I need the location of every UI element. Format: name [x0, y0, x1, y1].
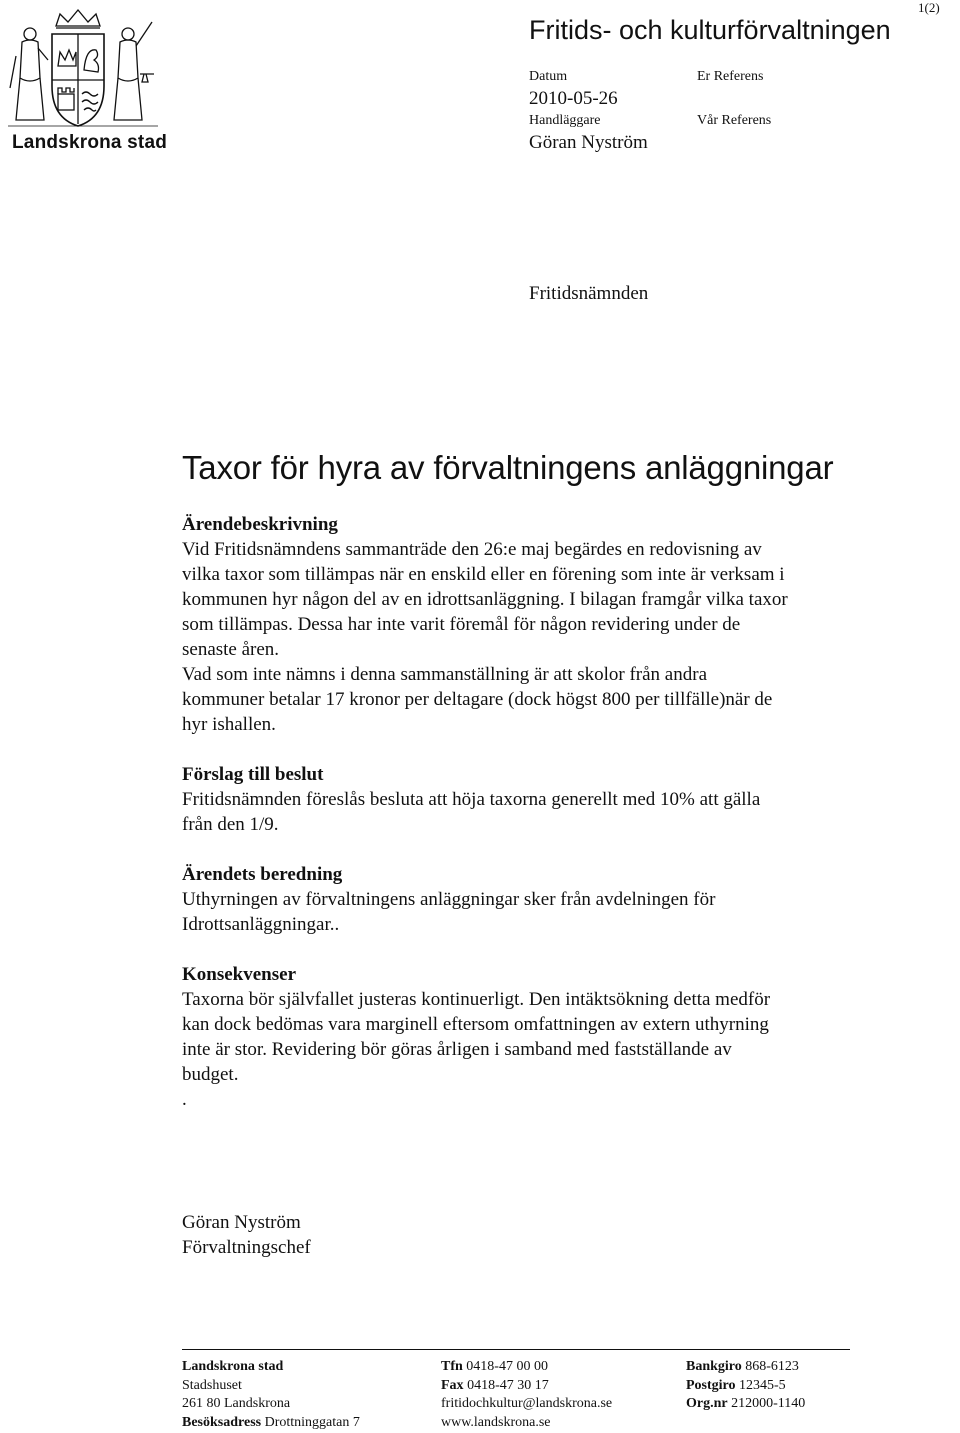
- footer-postgiro-label: Postgiro: [686, 1377, 736, 1393]
- body-line: som tillämpas. Dessa har inte varit föremål för någon revidering under de: [182, 614, 741, 635]
- body-line: Taxorna bör självfallet justeras kontinuerligt. Den intäktsökning detta medför: [182, 989, 771, 1010]
- footer-orgnr-label: Org.nr: [686, 1396, 728, 1411]
- body-line: inte är stor. Revidering bör göras årligen i samband med fastställande av: [182, 1039, 732, 1060]
- signature-role: Förvaltningschef: [182, 1237, 311, 1258]
- signature-name: Göran Nyström: [182, 1212, 301, 1233]
- body-line: Fritidsnämnden föreslås besluta att höja taxorna generellt med 10% att gälla: [182, 789, 761, 810]
- body-line: Vid Fritidsnämndens sammanträde den 26:e maj begärdes en redovisning av: [182, 539, 762, 560]
- footer-postgiro: [686, 1377, 805, 1396]
- section-case-description: [182, 512, 872, 737]
- crown-icon: [56, 10, 100, 28]
- your-reference-label: Er Referens: [697, 69, 764, 84]
- footer-postgiro-value: 12345-5: [739, 1377, 786, 1393]
- footer-divider: [182, 1349, 850, 1350]
- footer-bankgiro-label: Bankgiro: [686, 1359, 742, 1374]
- footer-fax-label: Fax: [441, 1377, 464, 1393]
- date-label: Datum: [529, 69, 568, 84]
- recipient: Fritidsnämnden: [529, 283, 649, 304]
- section-proposal: [182, 762, 872, 837]
- footer-building: Stadshuset: [182, 1377, 242, 1393]
- section-heading: Ärendebeskrivning: [182, 514, 338, 535]
- footer-payment-column: [686, 1358, 805, 1414]
- footer-visit-label: Besöksadress: [182, 1414, 262, 1430]
- body-line: hyr ishallen.: [182, 714, 276, 735]
- section-heading: Konsekvenser: [182, 964, 296, 985]
- body-line: budget.: [182, 1064, 239, 1085]
- department-name: Fritids- och kulturförvaltningen: [529, 15, 891, 45]
- left-supporter-figure: [10, 28, 48, 120]
- document-title: Taxor för hyra av förvaltningens anläggningar: [182, 449, 834, 486]
- footer-visit-value: Drottninggatan 7: [264, 1414, 360, 1430]
- logo-wordmark: Landskrona stad: [12, 132, 168, 153]
- page-number: 1(2): [918, 0, 940, 15]
- section-consequences: [182, 962, 872, 1112]
- footer-email-link[interactable]: fritidochkultur@landskrona.se: [441, 1396, 613, 1411]
- body-line: Vad som inte nämns i denna sammanställning är att skolor från andra: [182, 664, 708, 685]
- section-heading: Ärendets beredning: [182, 864, 343, 885]
- body-line: Uthyrningen av förvaltningens anläggningar sker från avdelningen för: [182, 889, 716, 910]
- footer-address-column: [182, 1358, 360, 1432]
- body-line: kan dock bedömas vara marginell eftersom omfattningen av extern uthyrning: [182, 1014, 769, 1035]
- footer-bankgiro: [686, 1358, 805, 1377]
- footer-fax: [441, 1377, 612, 1396]
- handler-label: Handläggare: [529, 113, 601, 128]
- footer-contact-column: [441, 1358, 612, 1432]
- footer-visit-address: [182, 1414, 360, 1433]
- body-line: kommunen hyr någon del av en idrottsanläggning. I bilagan framgår vilka taxor: [182, 589, 788, 610]
- body-line: Idrottsanläggningar..: [182, 914, 340, 935]
- body-line: från den 1/9.: [182, 814, 279, 835]
- body-line: vilka taxor som tillämpas när en enskild eller en förening som inte är verksam i: [182, 564, 785, 585]
- body-line: senaste åren.: [182, 639, 280, 660]
- footer-org-name: Landskrona stad: [182, 1359, 284, 1374]
- footer-phone: [441, 1358, 612, 1377]
- footer-orgnr-value: 212000-1140: [731, 1396, 806, 1411]
- section-heading: Förslag till beslut: [182, 764, 324, 785]
- footer-postal-address: 261 80 Landskrona: [182, 1396, 291, 1411]
- date-value: 2010-05-26: [529, 88, 618, 109]
- right-supporter-figure: [114, 22, 154, 120]
- footer-fax-value: 0418-47 30 17: [467, 1377, 549, 1393]
- footer-phone-value: 0418-47 00 00: [466, 1359, 548, 1374]
- section-preparation: [182, 862, 872, 937]
- footer-phone-label: Tfn: [441, 1359, 463, 1374]
- handler-value: Göran Nyström: [529, 132, 648, 153]
- footer-bankgiro-value: 868-6123: [745, 1359, 799, 1374]
- body-line: .: [182, 1089, 187, 1110]
- our-reference-label: Vår Referens: [697, 113, 772, 128]
- shield-icon: [52, 34, 104, 126]
- body-line: kommuner betalar 17 kronor per deltagare (dock högst 800 per tillfälle)när de: [182, 689, 773, 710]
- footer-orgnr: [686, 1395, 805, 1414]
- section-body: [182, 537, 872, 737]
- footer-website-link[interactable]: www.landskrona.se: [441, 1414, 551, 1430]
